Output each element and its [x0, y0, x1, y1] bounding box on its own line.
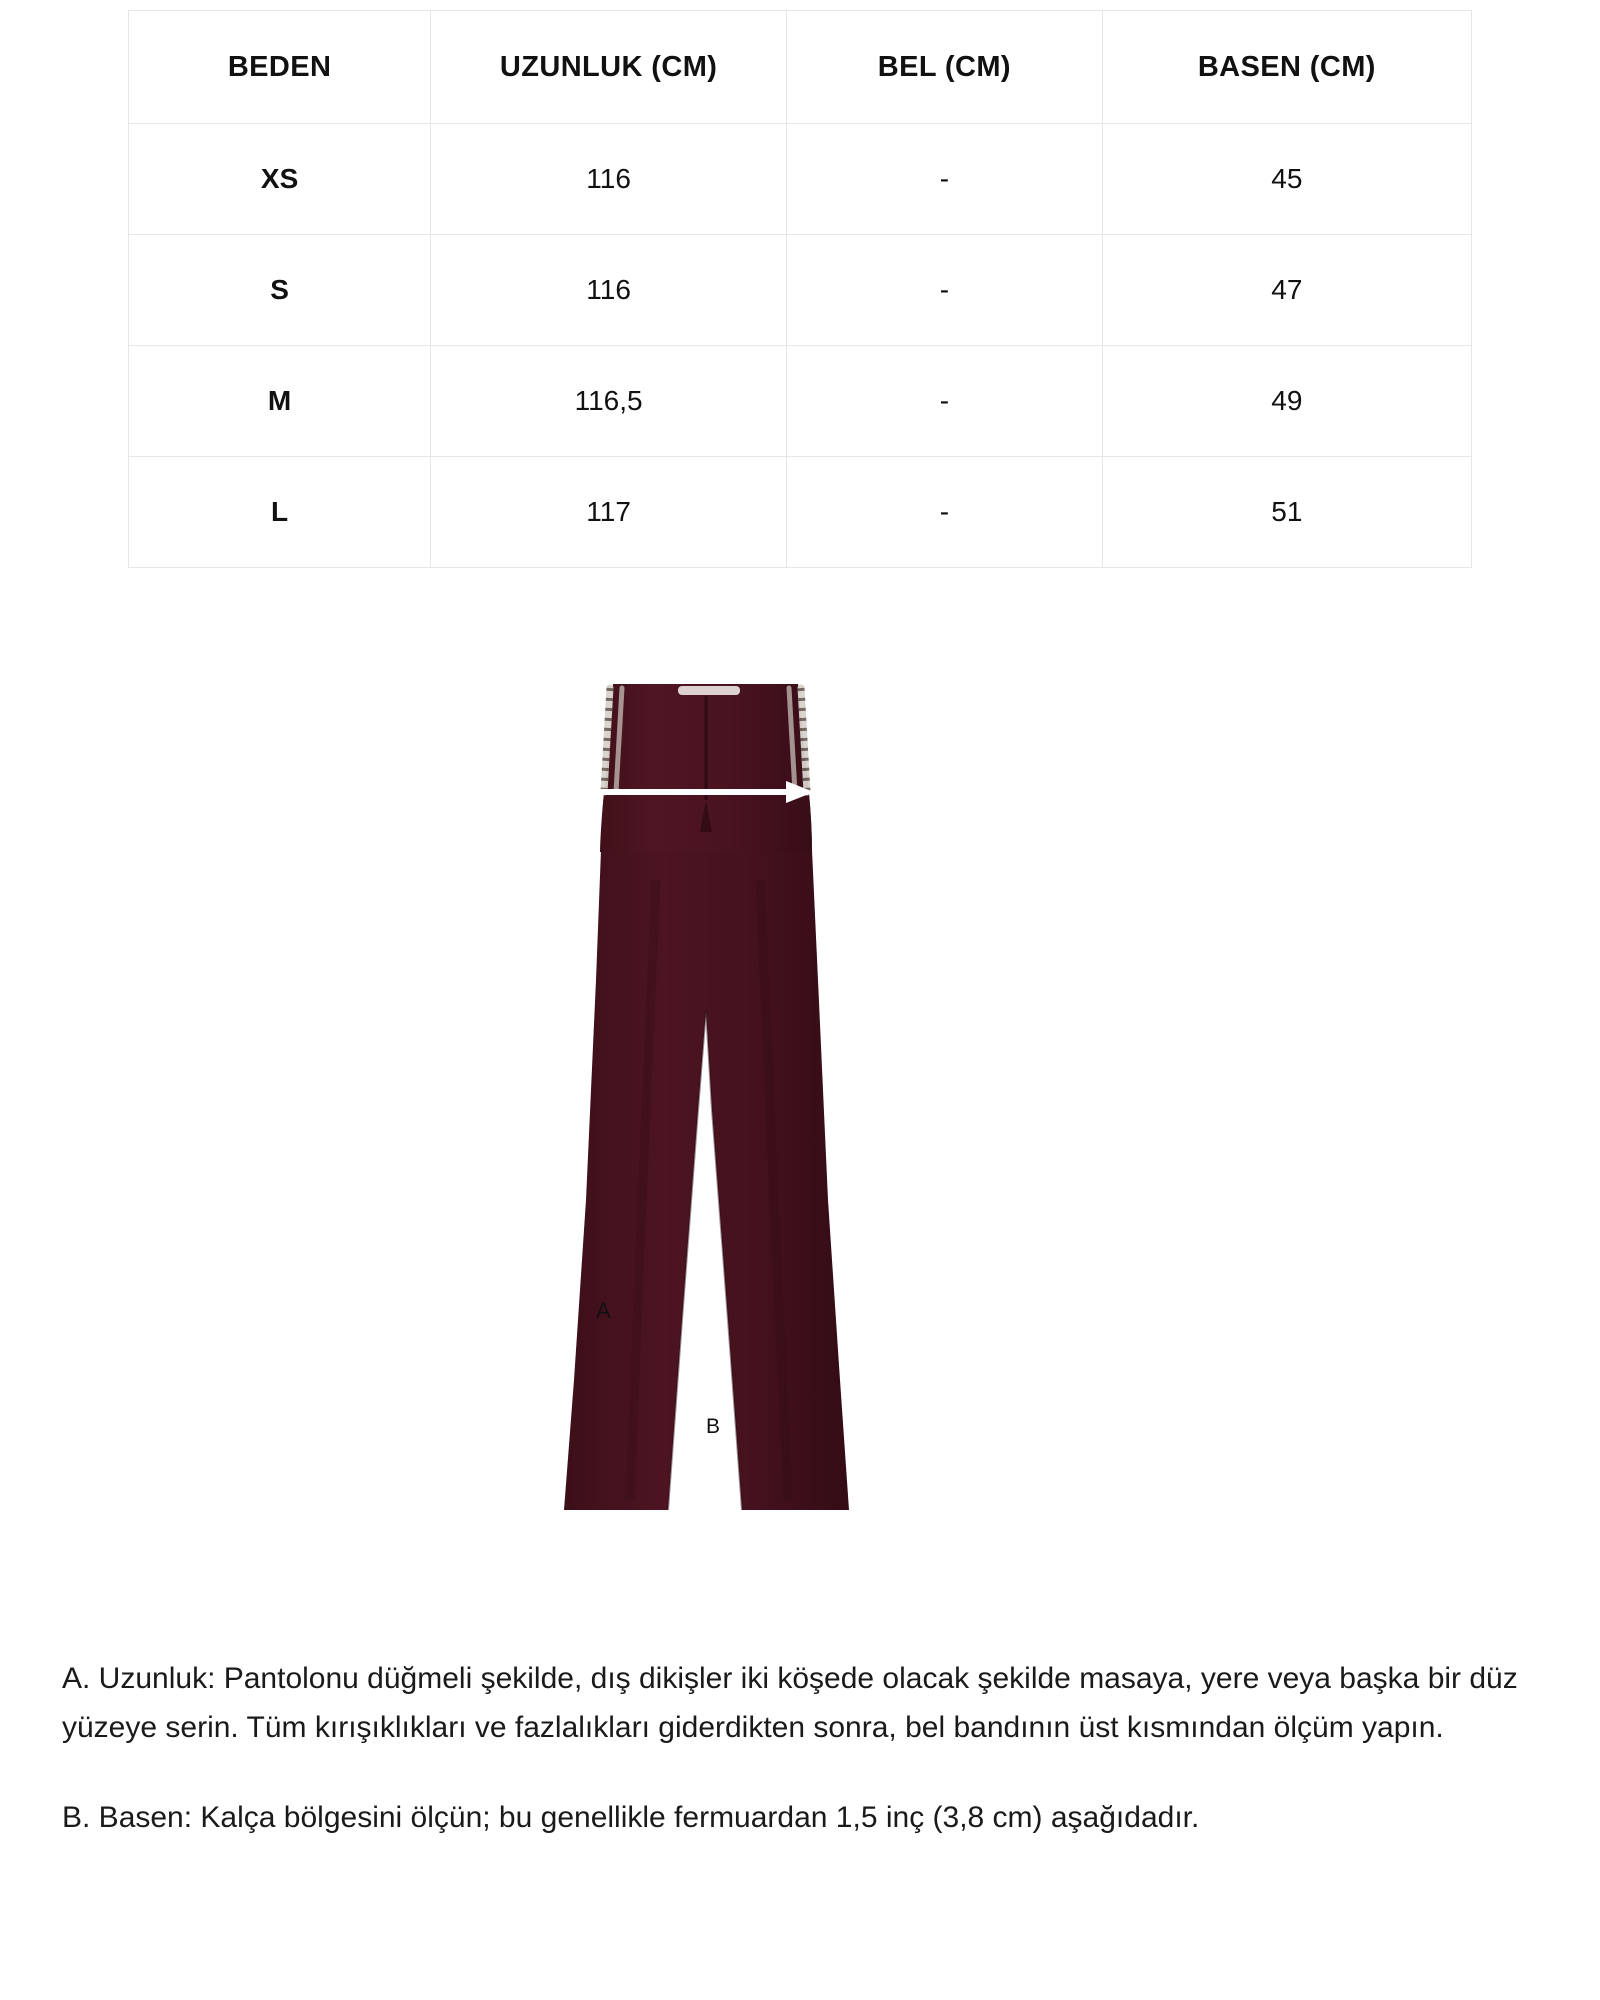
size-table-head — [129, 11, 1472, 124]
column-header-beden: BEDEN — [129, 11, 431, 124]
measurement-illustration — [0, 620, 1600, 1560]
cell-beden: XS — [129, 124, 431, 235]
column-header-basen: BASEN (CM) — [1102, 11, 1471, 124]
measurement-notes — [62, 1655, 1562, 1885]
cell-bel: - — [787, 346, 1103, 457]
table-row — [129, 457, 1472, 568]
cell-bel: - — [787, 457, 1103, 568]
cell-beden: S — [129, 235, 431, 346]
cell-uzunluk: 117 — [431, 457, 787, 568]
column-header-bel: BEL (CM) — [787, 11, 1103, 124]
size-table-container — [128, 10, 1472, 568]
cell-beden: M — [129, 346, 431, 457]
cell-bel: - — [787, 124, 1103, 235]
cell-basen: 51 — [1102, 457, 1471, 568]
hip-arrow-b-icon — [572, 781, 814, 803]
size-table-body — [129, 124, 1472, 568]
cell-basen: 49 — [1102, 346, 1471, 457]
table-row — [129, 124, 1472, 235]
size-table — [128, 10, 1472, 568]
table-row — [129, 346, 1472, 457]
cell-beden: L — [129, 457, 431, 568]
cell-uzunluk: 116 — [431, 124, 787, 235]
cell-uzunluk: 116,5 — [431, 346, 787, 457]
table-header-row — [129, 11, 1472, 124]
cell-uzunluk: 116 — [431, 235, 787, 346]
measurement-arrows-icon — [560, 680, 980, 1540]
label-a: A — [596, 1298, 611, 1323]
note-b-basen: B. Basen: Kalça bölgesini ölçün; bu genellikle fermuardan 1,5 inç (3,8 cm) aşağıdadır. — [62, 1801, 1200, 1835]
cell-bel: - — [787, 235, 1103, 346]
cell-basen: 45 — [1102, 124, 1471, 235]
column-header-uzunluk: UZUNLUK (CM) — [431, 11, 787, 124]
cell-basen: 47 — [1102, 235, 1471, 346]
label-b: B — [706, 1415, 721, 1438]
table-row — [129, 235, 1472, 346]
note-a-uzunluk: A. Uzunluk: Pantolonu düğmeli şekilde, dış dikişler iki köşede olacak şekilde masaya, yere veya başka bir düz yüzeye serin. Tüm kırışıklıkları ve fazlalıkları giderdikten sonra, bel bandının üst kısmından ölçüm yapın. — [62, 1662, 1518, 1744]
